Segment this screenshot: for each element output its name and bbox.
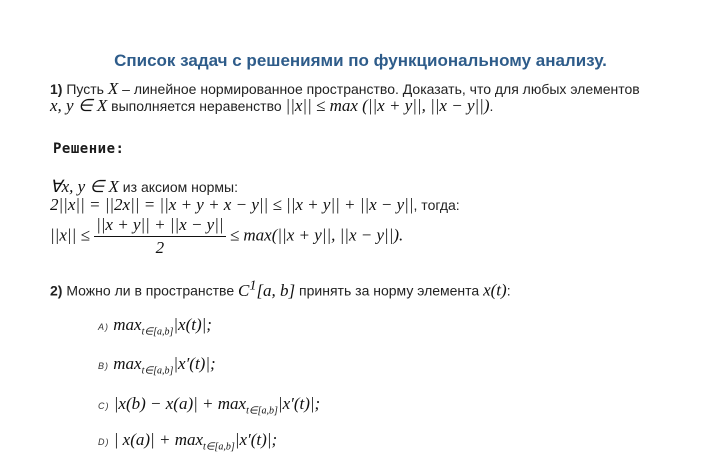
solution-triangle-inequality: 2||x|| = ||2x|| = ||x + y + x − y|| ≤ ||x + y|| + ||x − y|| bbox=[50, 195, 414, 214]
fraction-numerator: ||x + y|| + ||x − y|| bbox=[94, 215, 225, 237]
option-d bbox=[98, 430, 277, 452]
solution-rhs: ≤ max(||x + y||, ||x − y||). bbox=[229, 225, 404, 245]
option-max: max bbox=[113, 315, 142, 334]
problem-1-inequality: ||x|| ≤ max (||x + y||, ||x − y||) bbox=[285, 96, 490, 115]
solution-then-text: , тогда: bbox=[413, 197, 460, 213]
problem-1-number: 1) bbox=[50, 81, 63, 97]
option-subscript: t∈[a,b] bbox=[203, 441, 235, 453]
solution-axiom-text: из аксиом нормы: bbox=[118, 179, 239, 195]
option-subscript: t∈[a,b] bbox=[141, 365, 174, 377]
problem-1-intro: Пусть bbox=[66, 81, 104, 97]
space-superscript: 1 bbox=[249, 277, 257, 293]
fraction-denominator: 2 bbox=[155, 238, 165, 257]
solution-fraction bbox=[94, 215, 225, 258]
option-max: max bbox=[217, 394, 247, 413]
option-expr: |x(t)|; bbox=[173, 315, 212, 334]
solution-heading: Решение: bbox=[53, 141, 125, 157]
problem-1-statement: – линейное нормированное пространство. Доказать, что для любых элементов bbox=[118, 81, 640, 97]
option-a bbox=[98, 315, 212, 337]
problem-1-elements: x, y ∈ X bbox=[50, 96, 108, 115]
space-c1 bbox=[238, 277, 296, 300]
problem-2-number: 2) bbox=[50, 282, 63, 299]
problem-2-colon: : bbox=[506, 282, 511, 299]
option-prefix: |x(b) − x(a)| + bbox=[113, 394, 218, 413]
option-max: max bbox=[174, 430, 204, 449]
problem-1-space-var: X bbox=[107, 79, 119, 98]
option-c bbox=[98, 394, 320, 416]
option-prefix: | x(a)| + bbox=[113, 430, 175, 449]
option-label: C) bbox=[98, 401, 110, 411]
problem-1-period: . bbox=[489, 98, 494, 114]
problem-1-line-2 bbox=[50, 96, 493, 116]
option-expr: |x′(t)|; bbox=[234, 430, 278, 449]
option-label: B) bbox=[98, 361, 109, 371]
problem-2-question bbox=[50, 277, 511, 301]
solution-quantifier: ∀x, y ∈ X bbox=[50, 177, 119, 196]
solution-line-3 bbox=[50, 215, 403, 258]
option-label: A) bbox=[98, 322, 109, 332]
problem-2-text-b: принять за норму элемента bbox=[295, 282, 484, 299]
option-subscript: t∈[a,b] bbox=[246, 405, 278, 417]
space-c-letter: C bbox=[238, 280, 250, 300]
solution-line-2 bbox=[50, 195, 460, 215]
problem-2-element: x(t) bbox=[483, 280, 507, 300]
problem-2-text-a: Можно ли в пространстве bbox=[66, 282, 239, 299]
space-interval: [a, b] bbox=[256, 280, 296, 300]
problem-1-text: выполняется неравенство bbox=[107, 98, 286, 114]
option-label: D) bbox=[98, 437, 110, 447]
option-expr: |x′(t)|; bbox=[277, 394, 321, 413]
option-b bbox=[98, 354, 216, 376]
option-expr: |x′(t)|; bbox=[173, 354, 216, 373]
page-title: Список задач с решениями по функциональному анализу. bbox=[114, 51, 607, 70]
option-subscript: t∈[a,b] bbox=[141, 326, 174, 338]
option-max: max bbox=[113, 354, 142, 373]
solution-lhs: ||x|| ≤ bbox=[50, 225, 90, 245]
solution-line-1 bbox=[50, 177, 238, 197]
